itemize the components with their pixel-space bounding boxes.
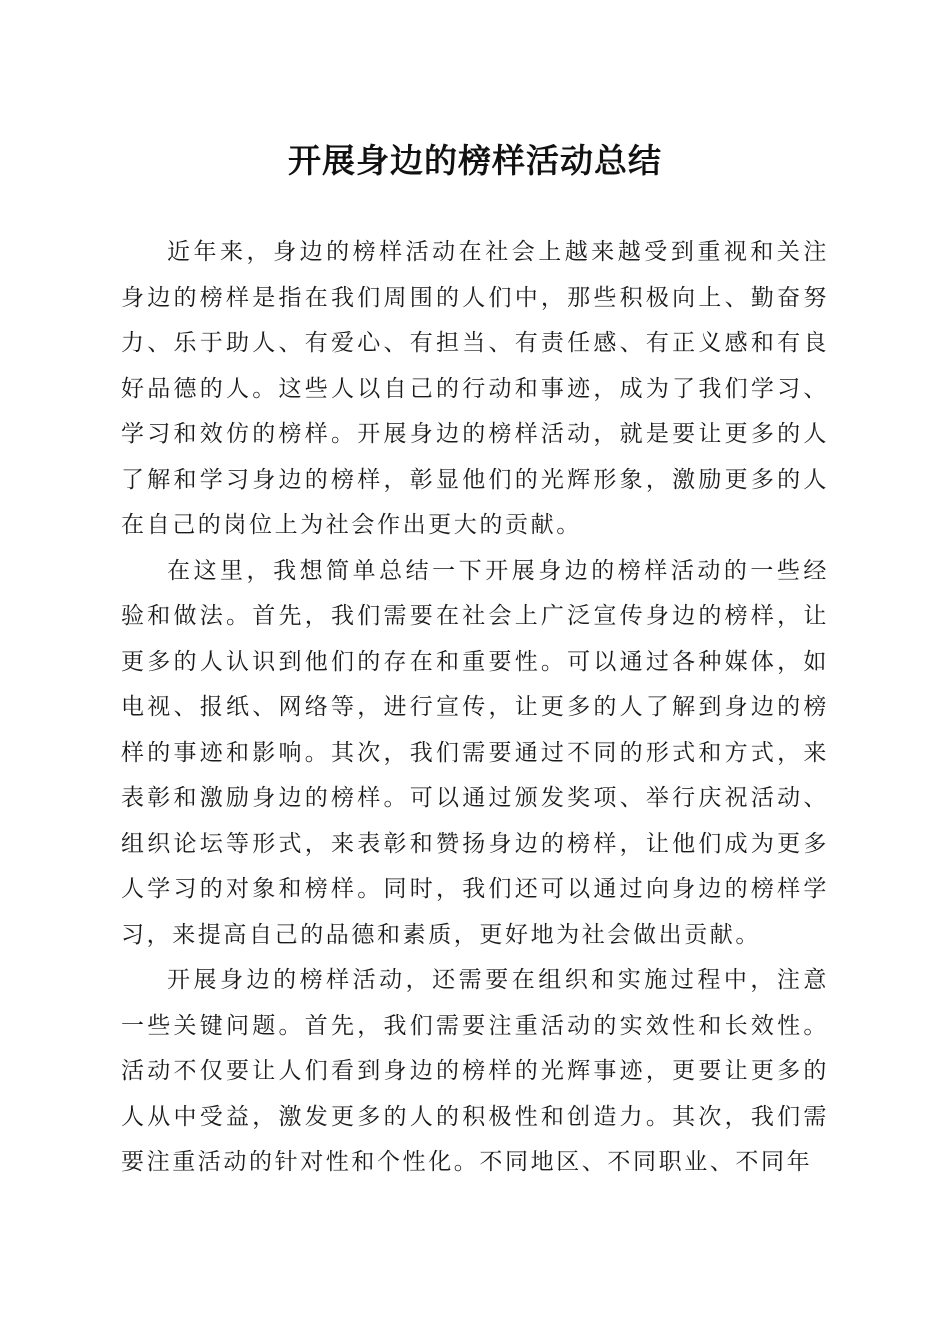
document-body xyxy=(121,230,829,1186)
paragraph-2: 在这里，我想简单总结一下开展身边的榜样活动的一些经验和做法。首先，我们需要在社会上广泛宣传身边的榜样，让更多的人认识到他们的存在和重要性。可以通过各种媒体，如电视、报纸、网络等，进行宣传，让更多的人了解到身边的榜样的事迹和影响。其次，我们需要通过不同的形式和方式，来表彰和激励身边的榜样。可以通过颁发奖项、举行庆祝活动、组织论坛等形式，来表彰和赞扬身边的榜样，让他们成为更多人学习的对象和榜样。同时，我们还可以通过向身边的榜样学习，来提高自己的品德和素质，更好地为社会做出贡献。 xyxy=(121,557,829,948)
paragraph-1: 近年来，身边的榜样活动在社会上越来越受到重视和关注身边的榜样是指在我们周围的人们中，那些积极向上、勤奋努力、乐于助人、有爱心、有担当、有责任感、有正义感和有良好品德的人。这些人以自己的行动和事迹，成为了我们学习、学习和效仿的榜样。开展身边的榜样活动，就是要让更多的人了解和学习身边的榜样，彰显他们的光辉形象，激励更多的人在自己的岗位上为社会作出更大的贡献。 xyxy=(121,239,829,538)
document-title: 开展身边的榜样活动总结 xyxy=(288,141,662,180)
paragraph-3: 开展身边的榜样活动，还需要在组织和实施过程中，注意一些关键问题。首先，我们需要注重活动的实效性和长效性。活动不仅要让人们看到身边的榜样的光辉事迹，更要让更多的人从中受益，激发更多的人的积极性和创造力。其次，我们需要注重活动的针对性和个性化。不同地区、不同职业、不同年 xyxy=(121,967,829,1175)
